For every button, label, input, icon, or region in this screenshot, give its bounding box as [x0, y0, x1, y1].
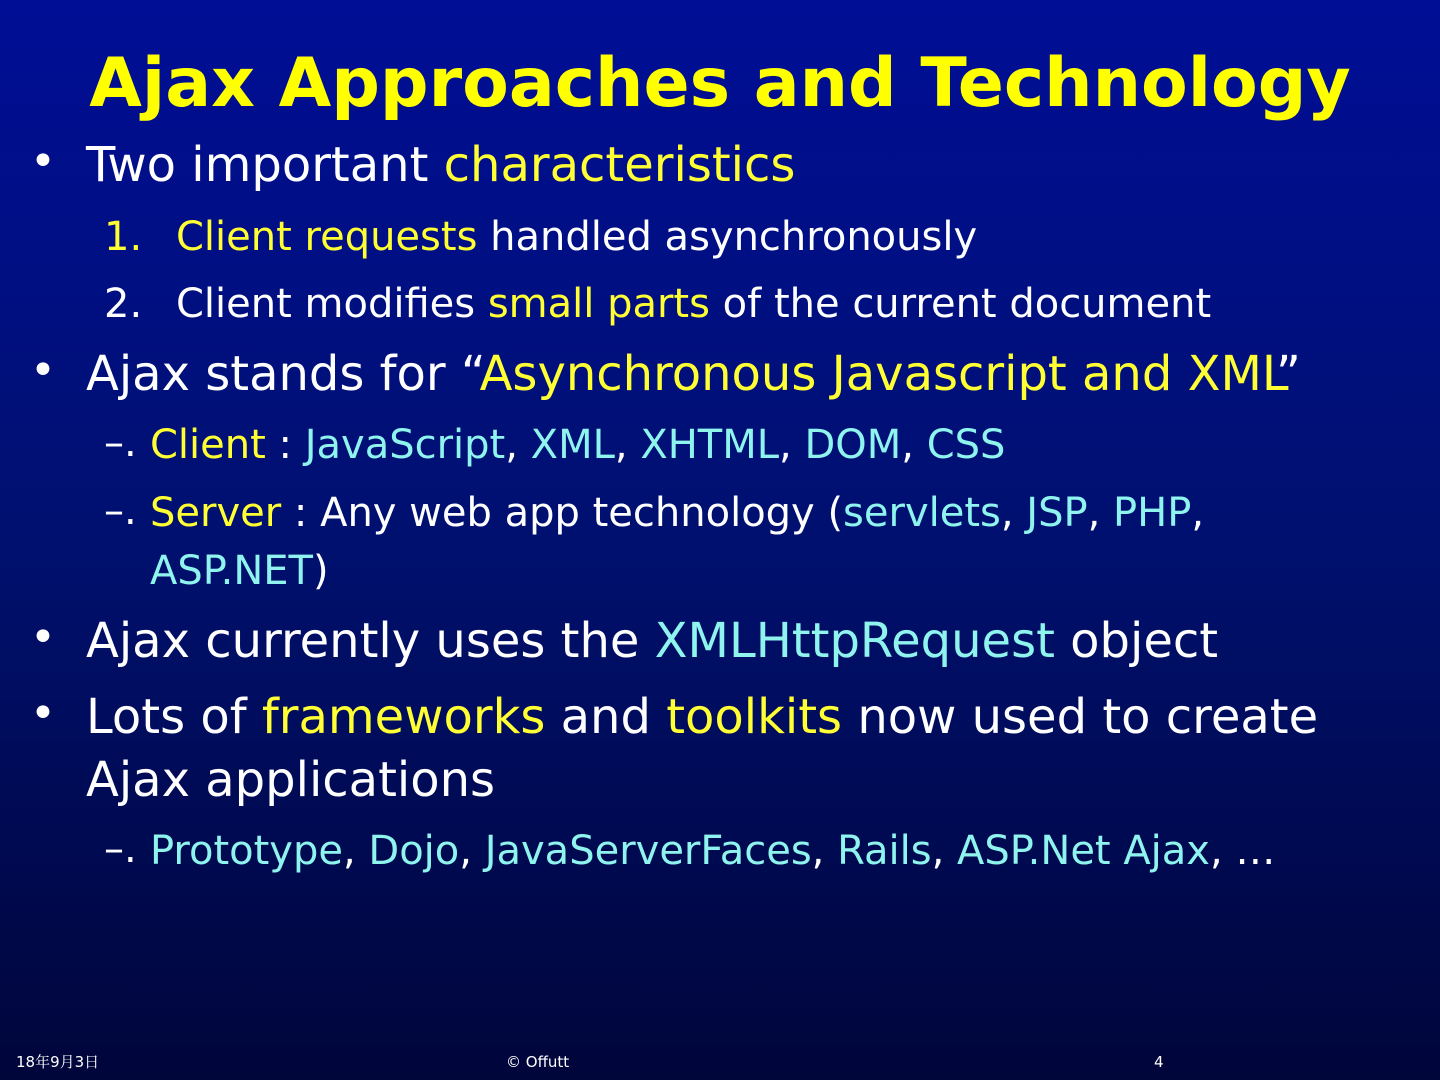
list-number-2: 2. [104, 281, 143, 327]
footer-page-number: 4 [1154, 1053, 1164, 1071]
footer-date: 18年9月3日 [16, 1053, 100, 1071]
sub-item-client: Client : JavaScript, XML, XHTML, DOM, CSS [150, 422, 1006, 468]
slide-title: Ajax Approaches and Technology [89, 44, 1351, 123]
bullet-characteristics: Two important characteristics [86, 137, 796, 193]
bullet-xmlhttprequest: Ajax currently uses the XMLHttpRequest object [86, 613, 1219, 669]
bullet-frameworks: Lots of frameworks and toolkits now used to create [86, 689, 1319, 745]
list-item-async: Client requests handled asynchronously [176, 214, 978, 260]
bullet-icon: • [30, 345, 56, 396]
sub-item-server: Server : Any web app technology (servlets, JSP, PHP, [150, 490, 1205, 536]
bullet-frameworks-continued: Ajax applications [86, 752, 496, 808]
dash-icon: –. [104, 420, 137, 466]
dash-icon: –. [104, 826, 137, 872]
sub-item-server-continued: ASP.NET) [150, 548, 329, 594]
footer-author: © Offutt [506, 1053, 570, 1071]
dash-icon: –. [104, 488, 137, 534]
bullet-icon: • [30, 688, 56, 739]
bullet-icon: • [30, 612, 56, 663]
sub-item-frameworks-list: Prototype, Dojo, JavaServerFaces, Rails, ASP.Net Ajax, … [150, 828, 1276, 874]
bullet-icon: • [30, 136, 56, 187]
bullet-ajax-stands-for: Ajax stands for “Asynchronous Javascript and XML” [86, 346, 1301, 402]
list-item-modifies: Client modifies small parts of the current document [176, 281, 1212, 327]
list-number-1: 1. [104, 214, 143, 260]
